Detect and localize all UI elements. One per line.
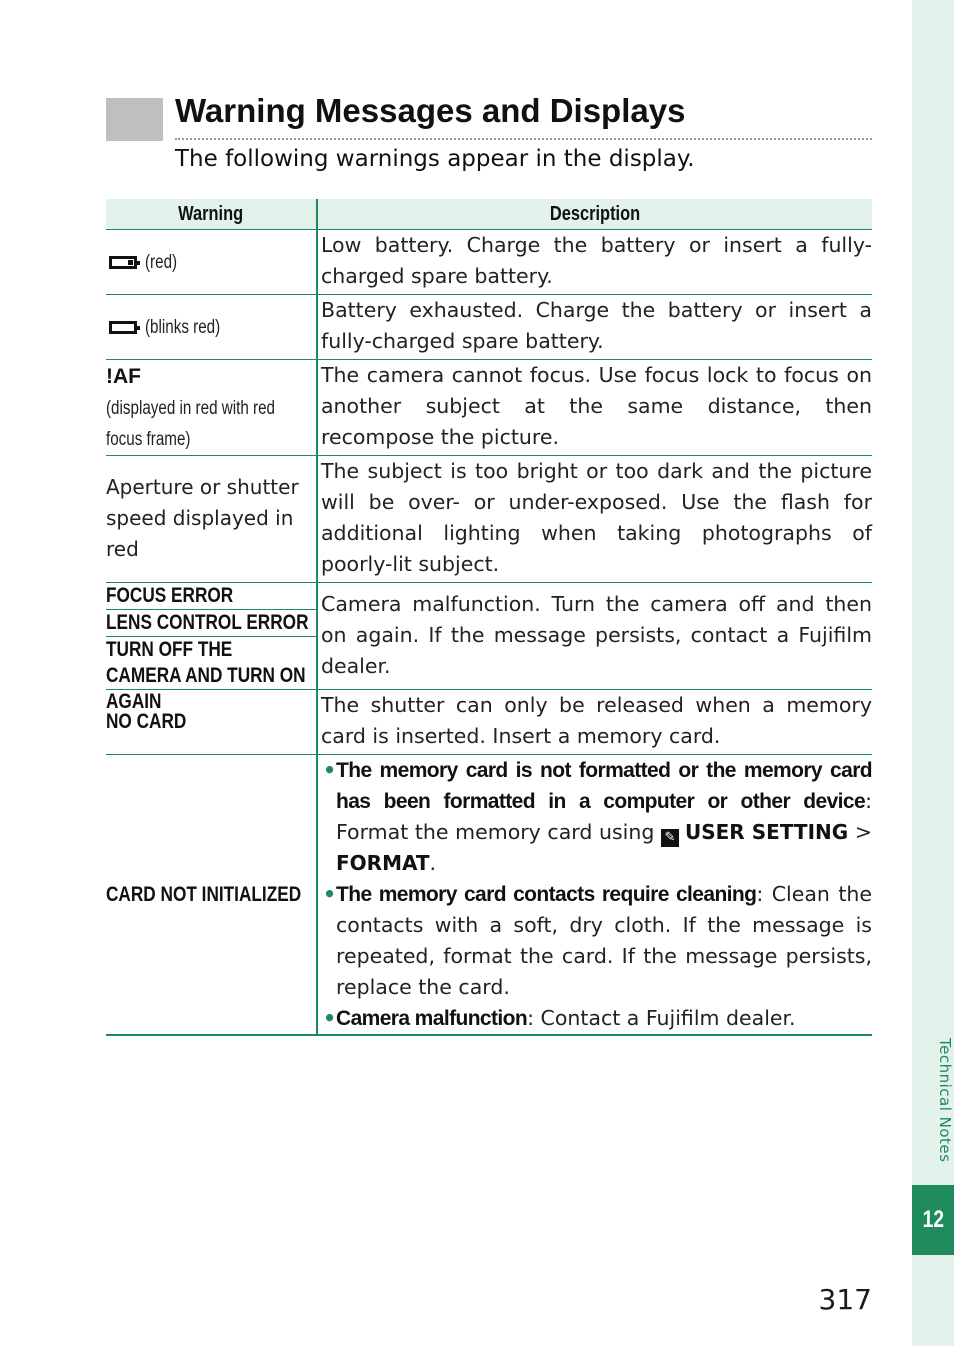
table-row (106, 755, 872, 1036)
list-item: • The memory card contacts require cleaning: Clean the contacts with a soft, dry cloth. If the message is repeated, format the card. If the message persists, replace the card. (321, 879, 872, 1003)
warning-cell: Aperture or shutter speed displayed in red (106, 456, 317, 583)
table-header-row (106, 199, 872, 230)
description-cell: Low battery. Charge the battery or insert a fully-charged spare battery. (317, 230, 872, 295)
header-description: Description (317, 199, 872, 230)
list-item: • The memory card is not formatted or the memory card has been formatted in a computer or other device: Format the memory card using ✎ USER SETTING > FORMAT. (321, 755, 872, 879)
cause-list (321, 755, 872, 1034)
error-message: FOCUS ERROR (106, 583, 316, 610)
error-message: TURN OFF THE CAMERA AND TURN ON AGAIN (106, 638, 306, 713)
page-number: 317 (818, 1283, 872, 1316)
warning-cell: (blinks red) (106, 295, 317, 360)
warning-cell: NO CARD (106, 690, 317, 755)
title-divider (175, 138, 872, 140)
warning-cell: CARD NOT INITIALIZED (106, 755, 317, 1036)
table-row (106, 583, 872, 690)
description-cell: The shutter can only be released when a memory card is inserted. Insert a memory card. (317, 690, 872, 755)
table-row (106, 230, 872, 295)
chapter-number: 12 (922, 1206, 944, 1233)
table-row (106, 456, 872, 583)
section-label: Technical Notes (936, 1037, 954, 1163)
description-cell: Camera malfunction. Turn the camera off and then on again. If the message persists, contact a Fujifilm dealer. (317, 583, 872, 690)
battery-low-icon (109, 256, 137, 269)
description-cell: The camera cannot focus. Use focus lock to focus on another subject at the same distance, then recompose the picture. (317, 360, 872, 456)
user-setting-icon: ✎ (661, 829, 679, 847)
warning-cell: !AF (displayed in red with red focus frame) (106, 360, 317, 456)
table-row (106, 295, 872, 360)
title-block (106, 98, 163, 141)
chapter-tab[interactable] (912, 1185, 954, 1255)
table-row (106, 360, 872, 456)
battery-empty-icon (109, 321, 137, 334)
error-message: LENS CONTROL ERROR (106, 610, 316, 637)
page-subtitle: The following warnings appear in the display. (175, 146, 695, 172)
list-item: • Camera malfunction: Contact a Fujifilm dealer. (321, 1003, 872, 1034)
page-title: Warning Messages and Displays (175, 92, 686, 129)
header-warning: Warning (106, 199, 317, 230)
af-warning-icon: !AF (106, 364, 141, 388)
warning-cell (106, 583, 317, 713)
description-cell: The subject is too bright or too dark and the picture will be over- or under-exposed. Use the flash for additional lighting when taking photographs of poorly-lit subject. (317, 456, 872, 583)
description-cell: Battery exhausted. Charge the battery or insert a fully-charged spare battery. (317, 295, 872, 360)
warning-cell: (red) (106, 230, 317, 295)
warning-table (106, 199, 872, 1036)
description-cell (317, 755, 872, 1036)
